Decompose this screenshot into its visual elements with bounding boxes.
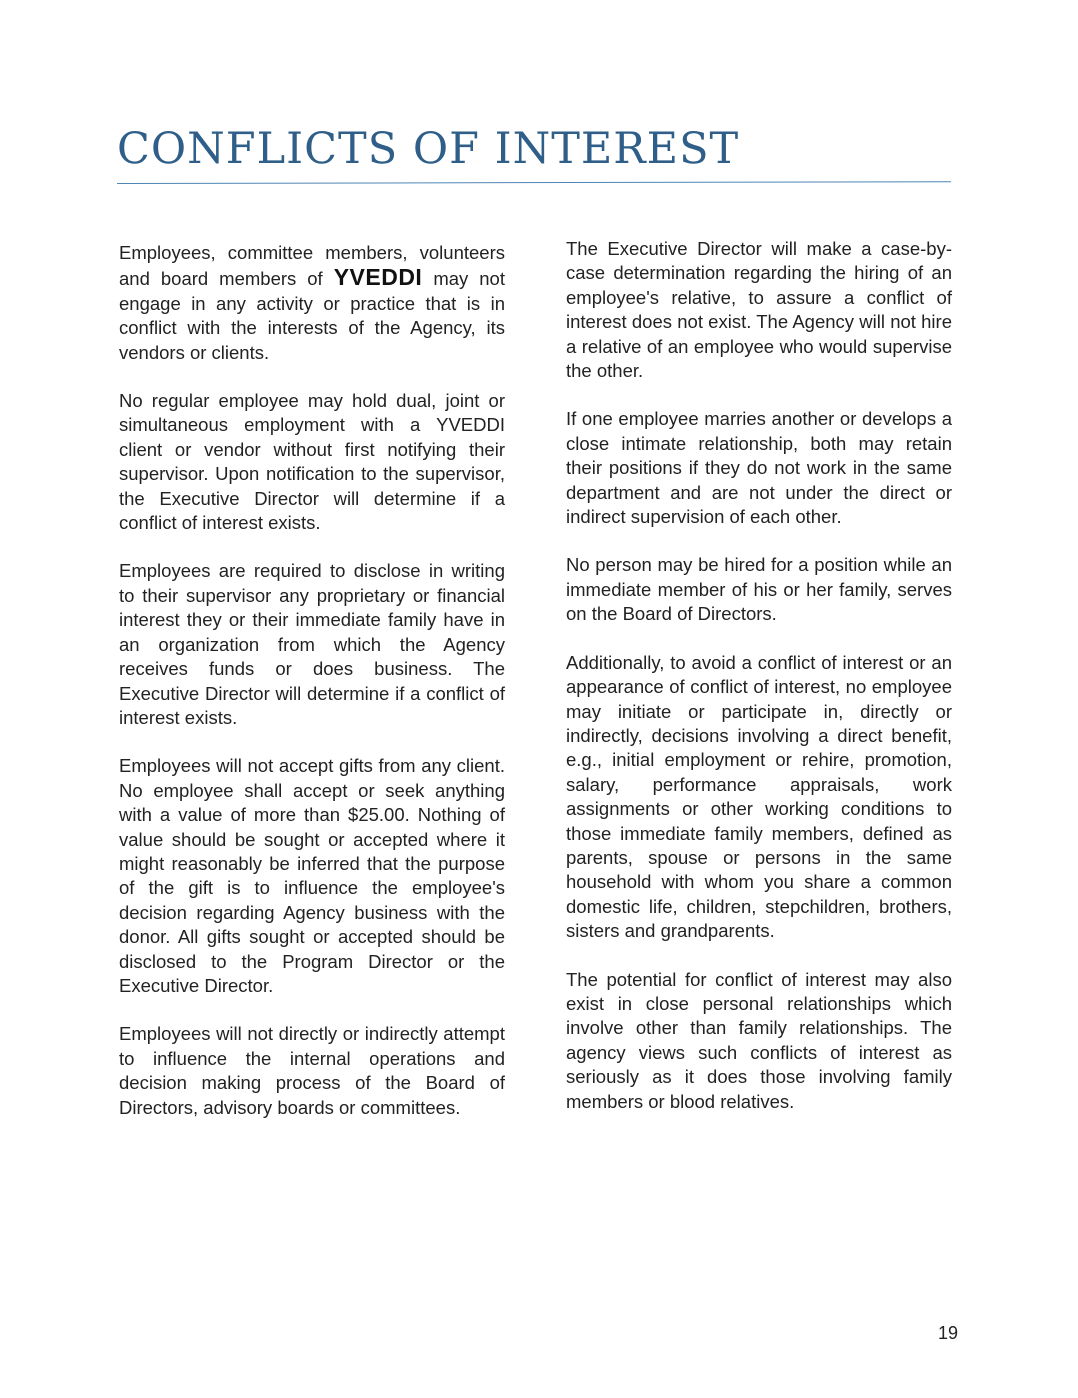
page-number: 19 xyxy=(938,1323,959,1343)
paragraph-gifts: Employees will not accept gifts from any client. No employee shall accept or seek anything with a value of more than $25.00. Nothing of value should be sought or accepted where it might reasonably be inferred that the purpose of the gift is to influence the employee's decision regarding Agency business with the donor. All gifts sought or accepted should be disclosed to the Program Director or the Executive Director. xyxy=(119,755,505,996)
paragraph-scope-text-start: Employees, committee members, volunteers and board members of xyxy=(119,242,505,290)
paragraph-board-influence: Employees will not directly or indirectly attempt to influence the internal operations and decision making process of the Board of Directors, advisory boards or committees. xyxy=(119,1023,505,1118)
paragraph-personal-relationships: The potential for conflict of interest may also exist in close personal relationships which involve other than family relationships. The agency views such conflicts of interest as seriously as it does those involving family members or blood relatives. xyxy=(566,968,952,1112)
paragraph-relationships: If one employee marries another or develops a close intimate relationship, both may retain their positions if they do not work in the same department and are not under the direct or indirect supervision of each other. xyxy=(566,408,952,528)
left-column xyxy=(119,241,505,1144)
title-underline xyxy=(117,181,951,184)
paragraph-board-family: No person may be hired for a position while an immediate member of his or her family, serves on the Board of Directors. xyxy=(566,554,952,625)
paragraph-dual-employment: No regular employee may hold dual, joint or simultaneous employment with a YVEDDI client or vendor without first notifying their supervisor. Upon notification to the supervisor, the Executive Director will determine if a conflict of interest exists. xyxy=(119,390,505,534)
paragraph-hiring-relatives: The Executive Director will make a case-by-case determination regarding the hiring of an employee's relative, to assure a conflict of interest does not exist. The Agency will not hire a relative of an employee who would supervise the other. xyxy=(566,238,952,382)
paragraph-family-decisions: Additionally, to avoid a conflict of interest or an appearance of conflict of interest, no employee may initiate or participate in, directly or indirectly, decisions involving a direct benefit, e.g., initial employment or rehire, promotion, salary, performance appraisals, work assignments or other working conditions to those immediate family members, defined as parents, spouse or persons in the same household with whom you share a common domestic life, children, stepchildren, brothers, sisters and grandparents. xyxy=(566,651,952,942)
page-title: CONFLICTS OF INTEREST xyxy=(117,124,740,174)
right-column xyxy=(566,237,952,1138)
paragraph-scope-text-end: may not engage in any activity or practice that is in conflict with the interests of the Agency, its vendors or clients. xyxy=(119,268,505,363)
paragraph-financial-disclosure: Employees are required to disclose in writing to their supervisor any proprietary or financial interest they or their immediate family have in an organization from which the Agency receives funds or does business. The Executive Director will determine if a conflict of interest exists. xyxy=(119,560,505,728)
paragraph-scope xyxy=(119,241,505,365)
organization-name: YVEDDI xyxy=(333,264,423,291)
